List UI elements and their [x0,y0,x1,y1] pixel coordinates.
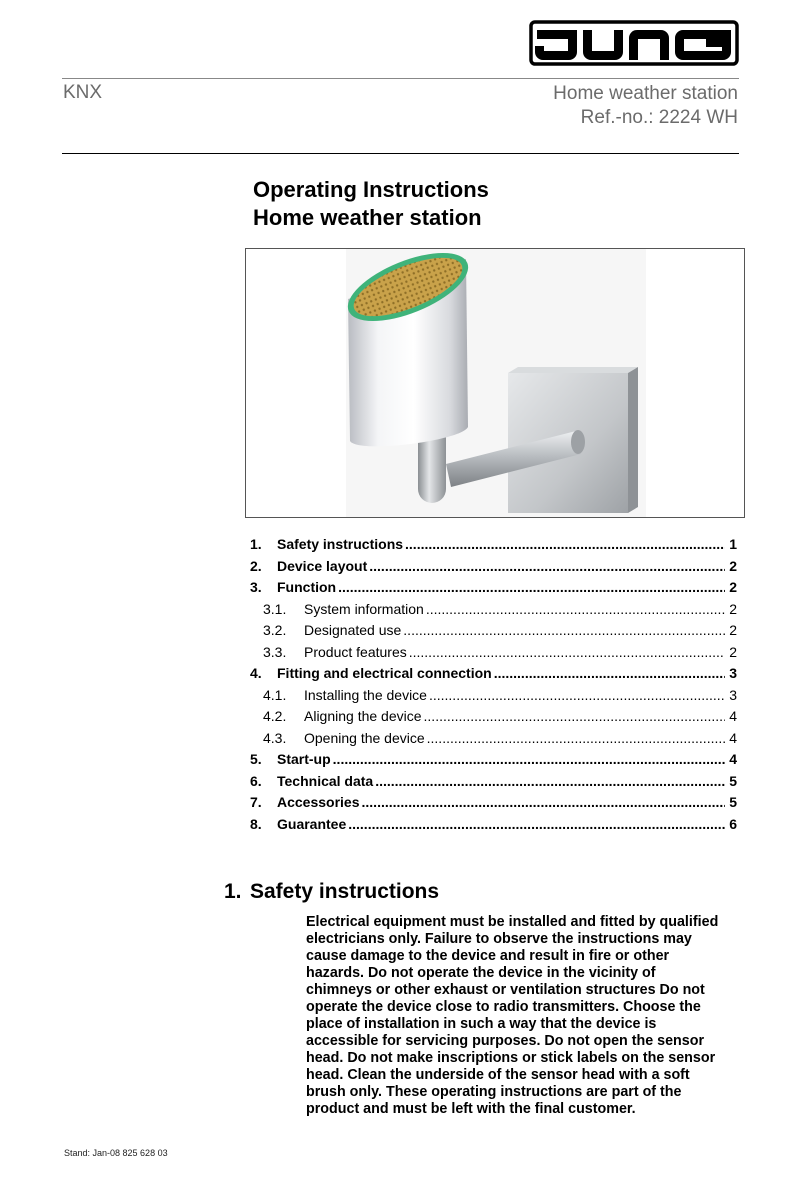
header-product-block [553,82,738,130]
safety-paragraph [306,914,742,1118]
title-line-1: Operating Instructions [253,177,489,202]
toc-entry-5[interactable]: 5. Start-up ..... 4 [250,751,737,773]
header-knx: KNX [63,82,103,103]
section-number: 1. [224,880,242,903]
text-line: Electrical equipment must be installed and fitted by qualified [306,914,719,930]
header-bottom-rule [62,153,739,154]
text-line: product and must be left with the final customer. [306,1101,636,1117]
toc-entry-6[interactable]: 6. Technical data ..... 5 [250,773,737,795]
text-line: brush only. These operating instructions are part of the [306,1084,682,1100]
toc-entry-1[interactable]: 1. Safety instructions ..... 1 [250,536,737,558]
footer-stamp: Stand: Jan-08 825 628 03 [64,1148,168,1158]
text-line: operate the device close to radio transmitters. Choose the [306,999,701,1015]
header-rule [62,78,739,79]
weather-station-illustration [246,249,744,517]
header-product: Home weather station [553,83,738,104]
toc-entry-4-1[interactable]: 4.1. Installing the device ..... 3 [250,687,737,709]
toc-entry-3[interactable]: 3. Function ..... 2 [250,579,737,601]
toc-entry-4-2[interactable]: 4.2. Aligning the device ..... 4 [250,708,737,730]
text-line: accessible for servicing purposes. Do not open the sensor [306,1033,705,1049]
toc-entry-3-1[interactable]: 3.1. System information ..... 2 [250,601,737,623]
toc-entry-3-3[interactable]: 3.3. Product features ..... 2 [250,644,737,666]
text-line: hazards. Do not operate the device in the vicinity of [306,965,656,981]
text-line: cause damage to the device and result in fire or other [306,948,670,964]
toc-entry-3-2[interactable]: 3.2. Designated use ..... 2 [250,622,737,644]
text-line: head. Do not make inscriptions or stick labels on the sensor [306,1050,716,1066]
toc-entry-2[interactable]: 2. Device layout ..... 2 [250,558,737,580]
text-line: chimneys or other exhaust or ventilation structures Do not [306,982,705,998]
jung-logo [529,20,739,66]
product-photo [245,248,745,518]
toc-entry-4-3[interactable]: 4.3. Opening the device ..... 4 [250,730,737,752]
header-ref: Ref.-no.: 2224 WH [580,107,738,128]
toc-entry-4[interactable]: 4. Fitting and electrical connection ..... 3 [250,665,737,687]
toc-entry-7[interactable]: 7. Accessories ..... 5 [250,794,737,816]
text-line: electricians only. Failure to observe the instructions may [306,931,692,947]
section-heading [224,880,439,904]
text-line: place of installation in such a way that the device is [306,1016,657,1032]
toc-entry-8[interactable]: 8. Guarantee ..... 6 [250,816,737,838]
page-title [253,176,489,232]
table-of-contents [250,536,737,837]
title-line-2: Home weather station [253,205,482,230]
text-line: head. Clean the underside of the sensor head with a soft [306,1067,690,1083]
section-title: Safety instructions [250,880,440,903]
